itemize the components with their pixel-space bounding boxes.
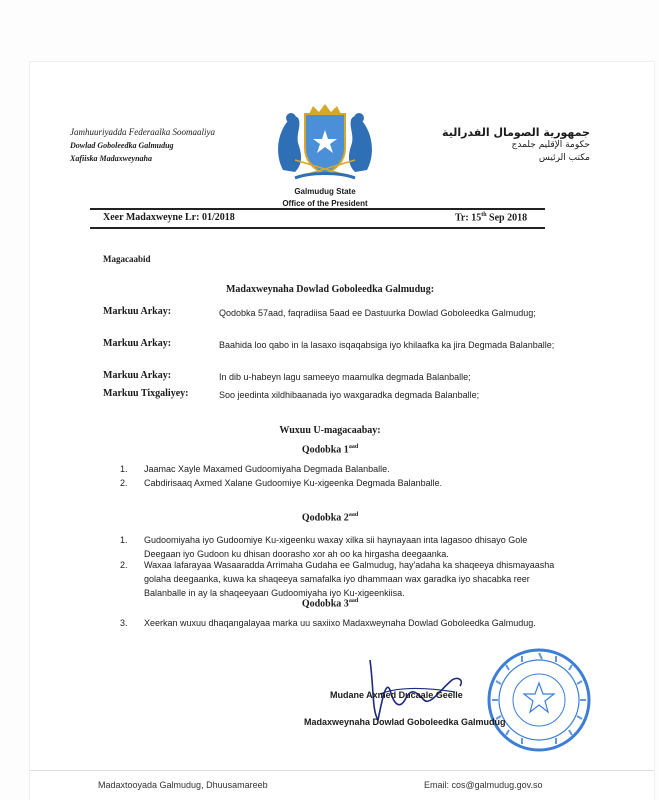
recital-label: Markuu Arkay:: [103, 306, 172, 317]
recital-text: Baahida loo qabo in la lasaxo isqaqabsiga iyo khilaafka ka jira Degmada Balanballe;: [219, 340, 555, 350]
state-title: [255, 186, 395, 210]
date-suffix-sup: th: [481, 212, 487, 218]
office-name: Office of the President: [282, 199, 368, 208]
letterhead-right-line1: جمهورية الصومال الفدرالية: [442, 126, 590, 139]
article-title-sup: aad: [348, 598, 359, 604]
article-title-text: Qodobka 1: [301, 444, 349, 456]
article-title-sup: aad: [348, 512, 359, 518]
list-item-number: 3.: [120, 618, 128, 628]
letterhead-right-line3: مكتب الرئيس: [538, 153, 590, 163]
list-item-number: 1.: [120, 464, 128, 474]
list-item-text: Xeerkan wuxuu dhaqangalayaa marka uu saxiixo Madaxweynaha Dowlad Goboleedka Galmudug.: [144, 618, 536, 628]
recital-text: In dib u-habeyn lagu sameeyo maamulka degmada Balanballe;: [219, 372, 471, 382]
article-1-title: [150, 444, 510, 455]
signer-name: Mudane Axmed Ducaale Geelle: [330, 690, 463, 700]
letterhead-right: [440, 126, 590, 165]
recital-label: Markuu Arkay:: [103, 370, 172, 381]
letterhead-left-line2: Dowlad Goboleedka Galmudug: [70, 141, 174, 150]
footer-address: Madaxtooyada Galmudug, Dhuusamareeb: [98, 780, 268, 790]
subject-line: Magacaabid: [103, 254, 151, 264]
official-stamp: [484, 645, 594, 755]
letterhead-left-line1: Jamhuuriyadda Federaalka Soomaaliya: [70, 127, 215, 137]
coat-of-arms-emblem: [265, 100, 385, 182]
list-item-number: 2.: [120, 560, 128, 570]
list-item-number: 1.: [120, 535, 128, 545]
list-item-text: Jaamac Xayle Maxamed Gudoomiyaha Degmada Balanballe.: [144, 464, 390, 474]
article-3-title: [150, 598, 510, 609]
decree-number: Xeer Madaxweyne Lr: 01/2018: [103, 212, 235, 223]
article-title-sup: aad: [348, 444, 359, 450]
state-name: Galmudug State: [294, 187, 356, 196]
recital-label: Markuu Tixgaliyey:: [103, 388, 189, 399]
footer-email[interactable]: Email: cos@galmudug.gov.so: [424, 780, 543, 790]
article-title-text: Qodobka 2: [301, 512, 349, 524]
appoints-heading: Wuxuu U-magacaabay:: [279, 425, 381, 436]
list-item-number: 2.: [120, 478, 128, 488]
header-rule-top: [90, 208, 545, 210]
recital-label: Markuu Arkay:: [103, 338, 172, 349]
list-item-text: Waxaa lafarayaa Wasaaradda Arrimaha Gudaha ee Galmudug, hay'adaha ka shaqeeya dhismayaasha golaha deegaanka, kuwa ka shaqeeya samafalka iyo dhammaan wax garadka iyo shacabka reer Balanballe in ay la shaqeeyaan Gudoomiyaha iyo Ku-xigeenkiisa.: [144, 560, 555, 598]
letterhead-right-line2: حكومة الإقليم جلمدج: [511, 140, 590, 150]
list-item-text: Gudoomiyaha iyo Gudoomiye Ku-xigeenku waxay xilka sii haynayaan inta lagasoo dhisayo Gole Deegaan iyo Gudoon ku dhisan doorasho xor ah oo ka hirgasha deegaanka.: [144, 535, 528, 559]
date-month-year: Sep 2018: [486, 212, 528, 224]
decree-date: [455, 212, 527, 223]
president-heading: Madaxweynaha Dowlad Goboleedka Galmudug:: [225, 284, 435, 295]
recital-text: Qodobka 57aad, faqradiisa 5aad ee Dastuurka Dowlad Goboleedka Galmudug;: [219, 308, 536, 318]
signer-title: Madaxweynaha Dowlad Goboleedka Galmudug: [304, 717, 506, 727]
date-day: Tr: 15: [455, 212, 482, 224]
article-title-text: Qodobka 3: [301, 598, 349, 610]
footer-rule: [30, 770, 654, 771]
article-2-title: [150, 512, 510, 523]
letterhead-left-line3: Xafiiska Madaxweynaha: [70, 154, 153, 163]
recital-text: Soo jeedinta xildhibaanada iyo waxgaradka degmada Balanballe;: [219, 390, 480, 400]
letterhead-left: [70, 126, 260, 165]
header-rule-bottom: [90, 227, 545, 229]
list-item-text: Cabdirisaaq Axmed Xalane Gudoomiye Ku-xigeenka Degmada Balanballe.: [144, 478, 443, 488]
